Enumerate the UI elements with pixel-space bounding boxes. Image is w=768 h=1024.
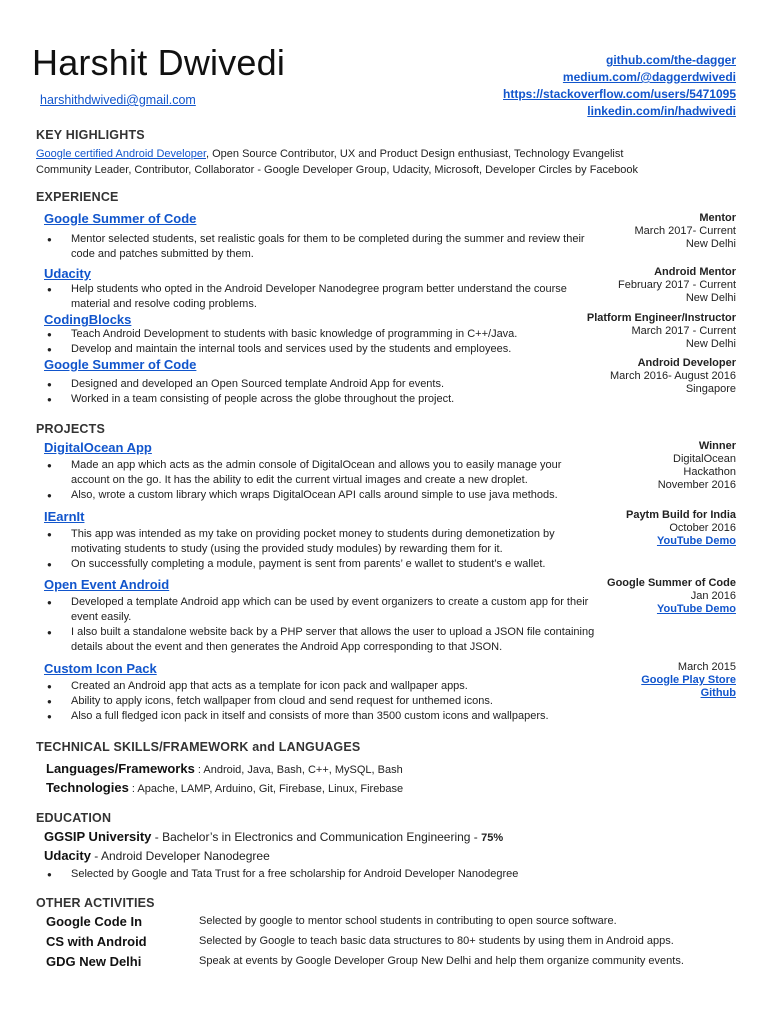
resume-name: Harshit Dwivedi [32,42,286,83]
activity-key: GDG New Delhi [46,954,142,969]
section-title-skills: TECHNICAL SKILLS/FRAMEWORK and LANGUAGES [36,740,361,754]
experience-role: Android Mentor [654,266,736,278]
list-item: ● I also built a standalone website back by a PHP server that allows the user to upload a JSON file containing details about the event and then generates the Android App corresponding to that JSON. [44,625,596,655]
list-item: ● Mentor selected students, set realistic goals for them to be completed during the summer and review their code and patches submitted by them. [44,232,596,262]
project-bullets [44,679,596,724]
email-link[interactable]: harshithdwivedi@gmail.com [40,93,196,107]
experience-org-gsoc-developer[interactable]: Google Summer of Code [44,357,197,372]
project-open-event-android[interactable]: Open Event Android [44,577,170,592]
certified-developer-link[interactable]: Google certified Android Developer [36,148,206,160]
youtube-demo-link[interactable]: YouTube Demo [656,603,736,615]
project-date: March 2015 [677,661,736,673]
experience-date: March 2016- August 2016 [610,370,736,382]
project-event-type: Hackathon [683,466,736,478]
google-play-store-link[interactable]: Google Play Store [641,674,736,686]
experience-date: March 2017- Current [634,225,736,237]
list-item: ● Worked in a team consisting of people across the globe throughout the project. [44,392,596,407]
project-custom-icon-pack[interactable]: Custom Icon Pack [44,661,157,676]
list-item: ● Made an app which acts as the admin console of DigitalOcean and allows you to easily manage your account on the go. It has the ability to edit the current virtual images and create a new droplet. [44,458,596,488]
linkedin-link[interactable]: linkedin.com/in/hadwivedi [587,104,736,118]
experience-role: Platform Engineer/Instructor [586,312,736,324]
experience-date: March 2017 - Current [631,325,736,337]
project-event: Paytm Build for India [625,509,736,521]
section-title-highlights: KEY HIGHLIGHTS [36,128,145,142]
education-bullets [44,867,596,882]
list-item: ● On successfully completing a module, payment is sent from parents’ e wallet to student’s e wallet. [44,557,596,572]
experience-bullets [44,327,596,357]
project-bullets [44,595,596,655]
highlights-line2: Community Leader, Contributor, Collaborator - Google Developer Group, Udacity, Microsoft, Developer Circles by Facebook [36,164,639,176]
stackoverflow-link[interactable]: https://stackoverflow.com/users/5471095 [503,87,736,101]
github-link[interactable]: Github [700,687,736,699]
experience-org-gsoc-mentor[interactable]: Google Summer of Code [44,211,197,226]
section-title-education: EDUCATION [36,811,112,825]
skill-key: Technologies [46,780,129,795]
activity-desc: Selected by google to mentor school students in contributing to open source software. [199,915,617,927]
project-digitalocean[interactable]: DigitalOcean App [44,440,152,455]
section-title-experience: EXPERIENCE [36,190,119,204]
activity-key: Google Code In [46,914,143,929]
highlights-text [36,146,736,178]
education-udacity [44,848,270,863]
experience-place: New Delhi [685,238,736,250]
project-event: Google Summer of Code [607,577,736,589]
list-item: ● Created an Android app that acts as a template for icon pack and wallpaper apps. [44,679,596,694]
activity-desc: Speak at events by Google Developer Group New Delhi and help them organize community events. [199,955,684,967]
section-title-projects: PROJECTS [36,422,105,436]
medium-link[interactable]: medium.com/@daggerdwivedi [562,70,736,84]
list-item: ● Designed and developed an Open Sourced template Android App for events. [44,377,596,392]
github-link[interactable]: github.com/the-dagger [606,53,736,67]
experience-place: New Delhi [685,338,736,350]
project-date: October 2016 [669,522,736,534]
list-item: ● Also a full fledged icon pack in itself and consists of more than 3500 custom icons and wallpapers. [44,709,596,724]
experience-org-codingblocks[interactable]: CodingBlocks [44,312,132,327]
list-item: ● Also, wrote a custom library which wraps DigitalOcean API calls around simple to use java methods. [44,488,596,503]
experience-org-udacity[interactable]: Udacity [44,266,91,281]
experience-role: Mentor [699,212,736,224]
section-title-activities: OTHER ACTIVITIES [36,896,155,910]
education-institution: Udacity [44,848,91,863]
activity-key: CS with Android [46,934,147,949]
experience-role: Android Developer [637,357,736,369]
list-item: ● This app was intended as my take on providing pocket money to students during demonetization by motivating students to study (using the provided study modules) by rewarding them for it. [44,527,596,557]
education-score: 75% [481,832,504,844]
education-institution: GGSIP University [44,829,152,844]
skill-technologies [46,780,403,795]
activity-desc: Selected by Google to teach basic data structures to 80+ students by using them in Android apps. [199,935,674,947]
project-bullets [44,458,596,503]
skill-key: Languages/Frameworks [46,761,195,776]
list-item: ● Teach Android Development to students with basic knowledge of programming in C++/Java. [44,327,596,342]
skill-value: : Android, Java, Bash, C++, MySQL, Bash [194,764,403,776]
contact-links [503,52,736,120]
education-ggsip [44,829,503,844]
project-event: DigitalOcean [673,453,736,465]
project-date: Jan 2016 [690,590,736,602]
experience-date: February 2017 - Current [618,279,736,291]
list-item: ● Ability to apply icons, fetch wallpaper from cloud and send request for unthemed icons. [44,694,596,709]
experience-bullets [44,232,596,262]
experience-place: New Delhi [685,292,736,304]
experience-bullets [44,377,596,407]
skill-value: : Apache, LAMP, Arduino, Git, Firebase, Linux, Firebase [128,783,404,795]
education-degree: - Android Developer Nanodegree [90,849,270,863]
youtube-demo-link[interactable]: YouTube Demo [656,535,736,547]
project-iearnit[interactable]: IEarnIt [44,509,85,524]
list-item: ● Developed a template Android app which can be used by event organizers to create a custom app for their event easily. [44,595,596,625]
experience-bullets [44,282,596,312]
list-item: ● Develop and maintain the internal tools and services used by the students and employees. [44,342,596,357]
list-item: ● Selected by Google and Tata Trust for a free scholarship for Android Developer Nanodegree [44,867,596,882]
project-bullets [44,527,596,572]
experience-place: Singapore [685,383,736,395]
education-degree: - Bachelor’s in Electronics and Communication Engineering - [151,830,482,844]
highlights-line1-rest: , Open Source Contributor, UX and Product Design enthusiast, Technology Evangelist [206,148,624,160]
skill-languages [46,761,403,776]
project-date: November 2016 [657,479,736,491]
project-award: Winner [698,440,736,452]
list-item: ● Help students who opted in the Android Developer Nanodegree program better understand the course material and resolve coding problems. [44,282,596,312]
